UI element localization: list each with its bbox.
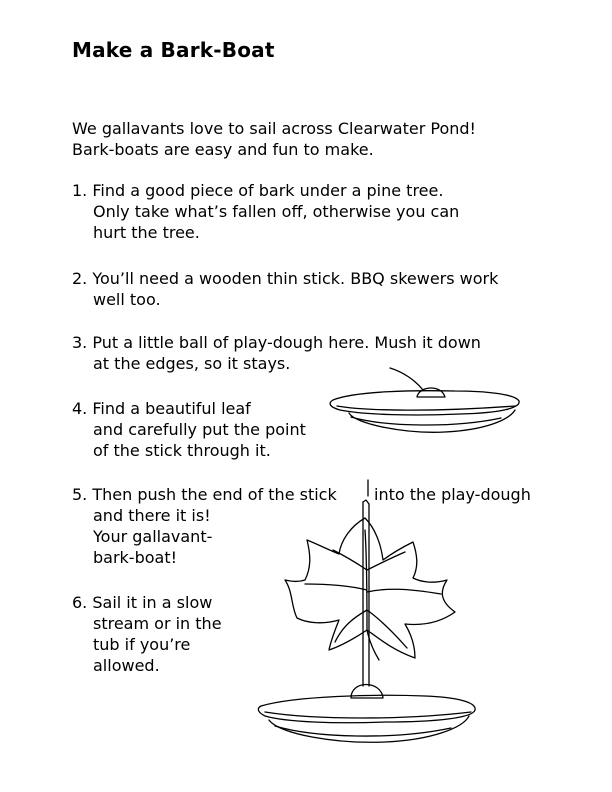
step-4 [72, 398, 306, 461]
step-5-continuation: into the play-dough [374, 485, 531, 504]
step-5-line: bark-boat! [93, 548, 178, 567]
step-6-line: tub if you’re [93, 635, 191, 654]
step-5-line: 5. Then push the end of the stick [72, 485, 337, 504]
intro-line: We gallavants love to sail across Clearwater Pond! [72, 119, 476, 138]
step-6-line: stream or in the [93, 614, 222, 633]
step-4-line: of the stick through it. [93, 441, 271, 460]
step-3-line: at the edges, so it stays. [93, 354, 291, 373]
intro-text [72, 118, 476, 160]
step-2-line: well too. [93, 290, 161, 309]
step-6 [72, 592, 222, 676]
step-1 [72, 180, 459, 243]
step-6-line: 6. Sail it in a slow [72, 593, 213, 612]
intro-line: Bark-boats are easy and fun to make. [72, 140, 374, 159]
stick-icon [360, 478, 376, 498]
step-5-line: and there it is! [93, 506, 211, 525]
step-2-line: 2. You’ll need a wooden thin stick. BBQ skewers work [72, 269, 499, 288]
step-1-line: hurt the tree. [93, 223, 200, 242]
page-title: Make a Bark-Boat [72, 38, 275, 62]
step-4-line: 4. Find a beautiful leaf [72, 399, 251, 418]
step-5-line: Your gallavant- [93, 527, 213, 546]
bark-with-play-dough-icon [325, 360, 525, 440]
step-3-line: 3. Put a little ball of play-dough here. Mush it down [72, 333, 481, 352]
step-4-line: and carefully put the point [93, 420, 306, 439]
step-1-line: 1. Find a good piece of bark under a pine tree. [72, 181, 444, 200]
step-6-line: allowed. [93, 656, 160, 675]
step-1-line: Only take what’s fallen off, otherwise you can [93, 202, 460, 221]
leaf-sail-boat-icon [255, 500, 495, 760]
step-2 [72, 268, 498, 310]
